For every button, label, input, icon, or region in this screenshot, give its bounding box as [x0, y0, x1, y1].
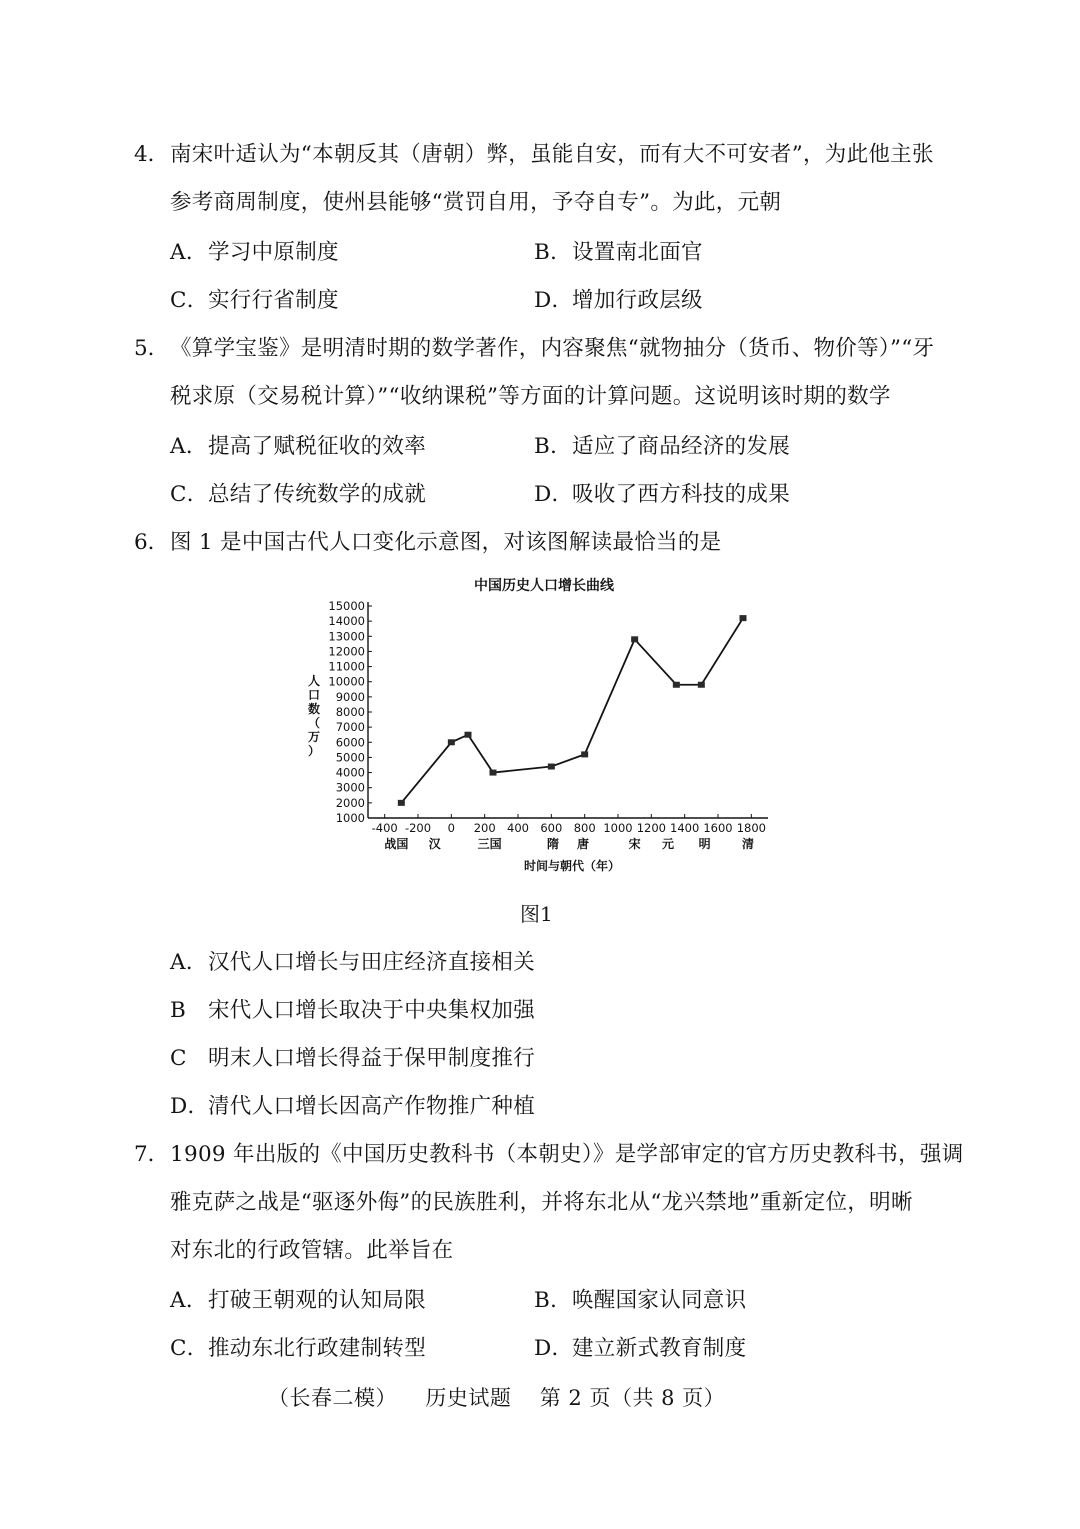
option-letter: D． [534, 1336, 574, 1361]
option-letter: B [170, 998, 187, 1023]
population-line [401, 618, 743, 803]
question-5-number: 5． [134, 336, 170, 361]
question-4-option-a [170, 238, 339, 268]
question-6-line-1: 图 1 是中国古代人口变化示意图，对该图解读最恰当的是 [170, 530, 722, 555]
option-letter: A． [170, 950, 208, 975]
question-7-option-a [170, 1286, 426, 1316]
y-tick-label: 8000 [335, 705, 365, 719]
dynasty-label: 明 [698, 837, 711, 851]
question-7-line-2: 雅克萨之战是“驱逐外侮”的民族胜利，并将东北从“龙兴禁地”重新定位，明晰 [170, 1190, 913, 1215]
option-letter: A． [170, 434, 208, 459]
dynasty-label: 宋 [628, 837, 641, 851]
option-text: 增加行政层级 [572, 288, 703, 313]
x-tick-label: 800 [573, 821, 596, 835]
option-text: 明末人口增长得益于保甲制度推行 [208, 1046, 536, 1071]
data-point [448, 739, 455, 745]
option-text: 建立新式教育制度 [572, 1336, 747, 1361]
data-point [490, 770, 497, 776]
option-text: 学习中原制度 [208, 240, 339, 265]
data-point [631, 636, 638, 642]
figure-caption: 图1 [520, 902, 553, 926]
population-chart [300, 570, 780, 880]
y-tick-label: 11000 [328, 659, 365, 674]
x-tick-label: 1000 [603, 821, 633, 835]
question-4-option-d [534, 286, 703, 316]
option-text: 实行行省制度 [208, 288, 339, 313]
option-text: 吸收了西方科技的成果 [572, 482, 791, 507]
x-axis-label: 时间与朝代（年） [523, 859, 621, 873]
dynasty-label: 隋 [546, 837, 560, 851]
y-axis [328, 599, 372, 825]
y-tick-label: 4000 [335, 765, 365, 780]
data-point [398, 800, 405, 806]
x-tick-label: 1600 [703, 821, 733, 835]
option-text: 提高了赋税征收的效率 [208, 434, 427, 459]
dynasty-label: 元 [661, 837, 675, 851]
option-text: 设置南北面官 [572, 240, 703, 265]
option-letter: B． [534, 434, 572, 459]
y-axis-label [308, 674, 320, 758]
dynasty-label: 战国 [384, 837, 409, 851]
option-letter: C． [170, 288, 209, 313]
dynasty-label: 汉 [428, 837, 441, 851]
x-tick-label: -400 [371, 821, 398, 835]
y-tick-label: 5000 [335, 750, 365, 765]
data-point [548, 764, 555, 770]
x-tick-label: 0 [447, 821, 455, 835]
y-tick-label: 14000 [328, 614, 365, 629]
y-axis-label-char: 万 [307, 730, 321, 744]
x-tick-label: 1800 [736, 821, 766, 835]
question-4-line-1: 南宋叶适认为“本朝反其（唐朝）弊，虽能自安，而有大不可安者”，为此他主张 [170, 142, 934, 167]
option-text: 清代人口增长因高产作物推广种植 [208, 1094, 536, 1119]
option-letter: C． [170, 482, 209, 507]
y-axis-label-char: 数 [307, 702, 321, 716]
y-tick-label: 6000 [335, 735, 365, 750]
option-letter: B． [534, 1288, 572, 1313]
question-6-option-c [170, 1044, 535, 1074]
question-4-option-b [534, 238, 703, 268]
data-point [740, 615, 747, 621]
data-point [698, 682, 705, 688]
question-5-line-1: 《算学宝鉴》是明清时期的数学著作，内容聚焦“就物抽分（货币、物价等）”“牙 [170, 336, 935, 361]
option-letter: D． [534, 482, 574, 507]
page-footer [268, 1383, 725, 1413]
dynasty-labels [384, 836, 754, 851]
option-text: 推动东北行政建制转型 [208, 1336, 427, 1361]
y-axis-label-char: 口 [307, 688, 321, 702]
data-point [673, 682, 680, 688]
question-7-option-b [534, 1286, 746, 1316]
x-tick-label: 200 [473, 821, 496, 835]
y-tick-label: 3000 [335, 780, 365, 795]
question-7-option-d [534, 1334, 746, 1364]
question-5-option-c [170, 480, 426, 510]
chart-title: 中国历史人口增长曲线 [474, 578, 614, 594]
question-5-option-d [534, 480, 790, 510]
data-point [581, 751, 588, 757]
dynasty-label: 唐 [576, 837, 590, 851]
option-letter: B． [534, 240, 572, 265]
x-tick-label: 600 [540, 821, 563, 835]
question-7-line-3: 对东北的行政管辖。此举旨在 [170, 1238, 454, 1263]
question-4-number: 4． [134, 142, 170, 167]
question-7-number: 7． [134, 1142, 170, 1167]
option-text: 宋代人口增长取决于中央集权加强 [208, 998, 536, 1023]
y-tick-label: 2000 [335, 795, 365, 810]
x-axis [368, 814, 768, 835]
footer-exam-name: （长春二模） [268, 1386, 397, 1410]
question-5-option-b [534, 432, 790, 462]
dynasty-label: 三国 [477, 837, 502, 851]
option-text: 适应了商品经济的发展 [572, 434, 791, 459]
footer-subject: 历史试题 [425, 1386, 512, 1410]
y-axis-label-char: 人 [307, 674, 321, 688]
question-5-line-2: 税求原（交易税计算）”“收纳课税”等方面的计算问题。这说明该时期的数学 [170, 384, 891, 409]
y-tick-label: 7000 [335, 720, 365, 735]
x-tick-label: 1200 [636, 821, 666, 835]
option-text: 总结了传统数学的成就 [208, 482, 427, 507]
question-4-option-c [170, 286, 339, 316]
y-tick-label: 10000 [328, 674, 365, 689]
option-text: 唤醒国家认同意识 [572, 1288, 747, 1313]
question-7-line-1: 1909 年出版的《中国历史教科书（本朝史）》是学部审定的官方历史教科书，强调 [170, 1142, 964, 1167]
option-text: 汉代人口增长与田庄经济直接相关 [208, 950, 536, 975]
population-series [398, 615, 747, 806]
question-6-option-b [170, 996, 535, 1026]
option-letter: A． [170, 240, 208, 265]
x-tick-label: -200 [404, 821, 432, 835]
y-axis-label-char: ） [307, 744, 321, 758]
option-letter: D． [170, 1094, 210, 1119]
dynasty-label: 清 [741, 837, 755, 851]
option-letter: A． [170, 1288, 208, 1313]
y-tick-label: 15000 [328, 599, 365, 613]
option-text: 打破王朝观的认知局限 [208, 1288, 427, 1313]
data-point [465, 732, 472, 738]
option-letter: C [170, 1046, 187, 1071]
option-letter: D． [534, 288, 574, 313]
question-6-number: 6． [134, 530, 170, 555]
question-4-line-2: 参考商周制度，使州县能够“赏罚自用，予夺自专”。为此，元朝 [170, 190, 782, 215]
y-axis-label-char: （ [307, 716, 321, 730]
y-tick-label: 13000 [328, 629, 365, 644]
question-6-option-a [170, 948, 535, 978]
x-tick-label: 400 [507, 821, 529, 835]
y-tick-label: 9000 [335, 689, 365, 704]
y-tick-label: 1000 [335, 811, 365, 825]
x-tick-label: 1400 [670, 821, 700, 835]
footer-page-number: 第 2 页（共 8 页） [539, 1386, 726, 1410]
option-letter: C． [170, 1336, 209, 1361]
question-7-option-c [170, 1334, 426, 1364]
y-tick-label: 12000 [328, 644, 365, 659]
question-5-option-a [170, 432, 426, 462]
question-6-option-d [170, 1092, 535, 1122]
